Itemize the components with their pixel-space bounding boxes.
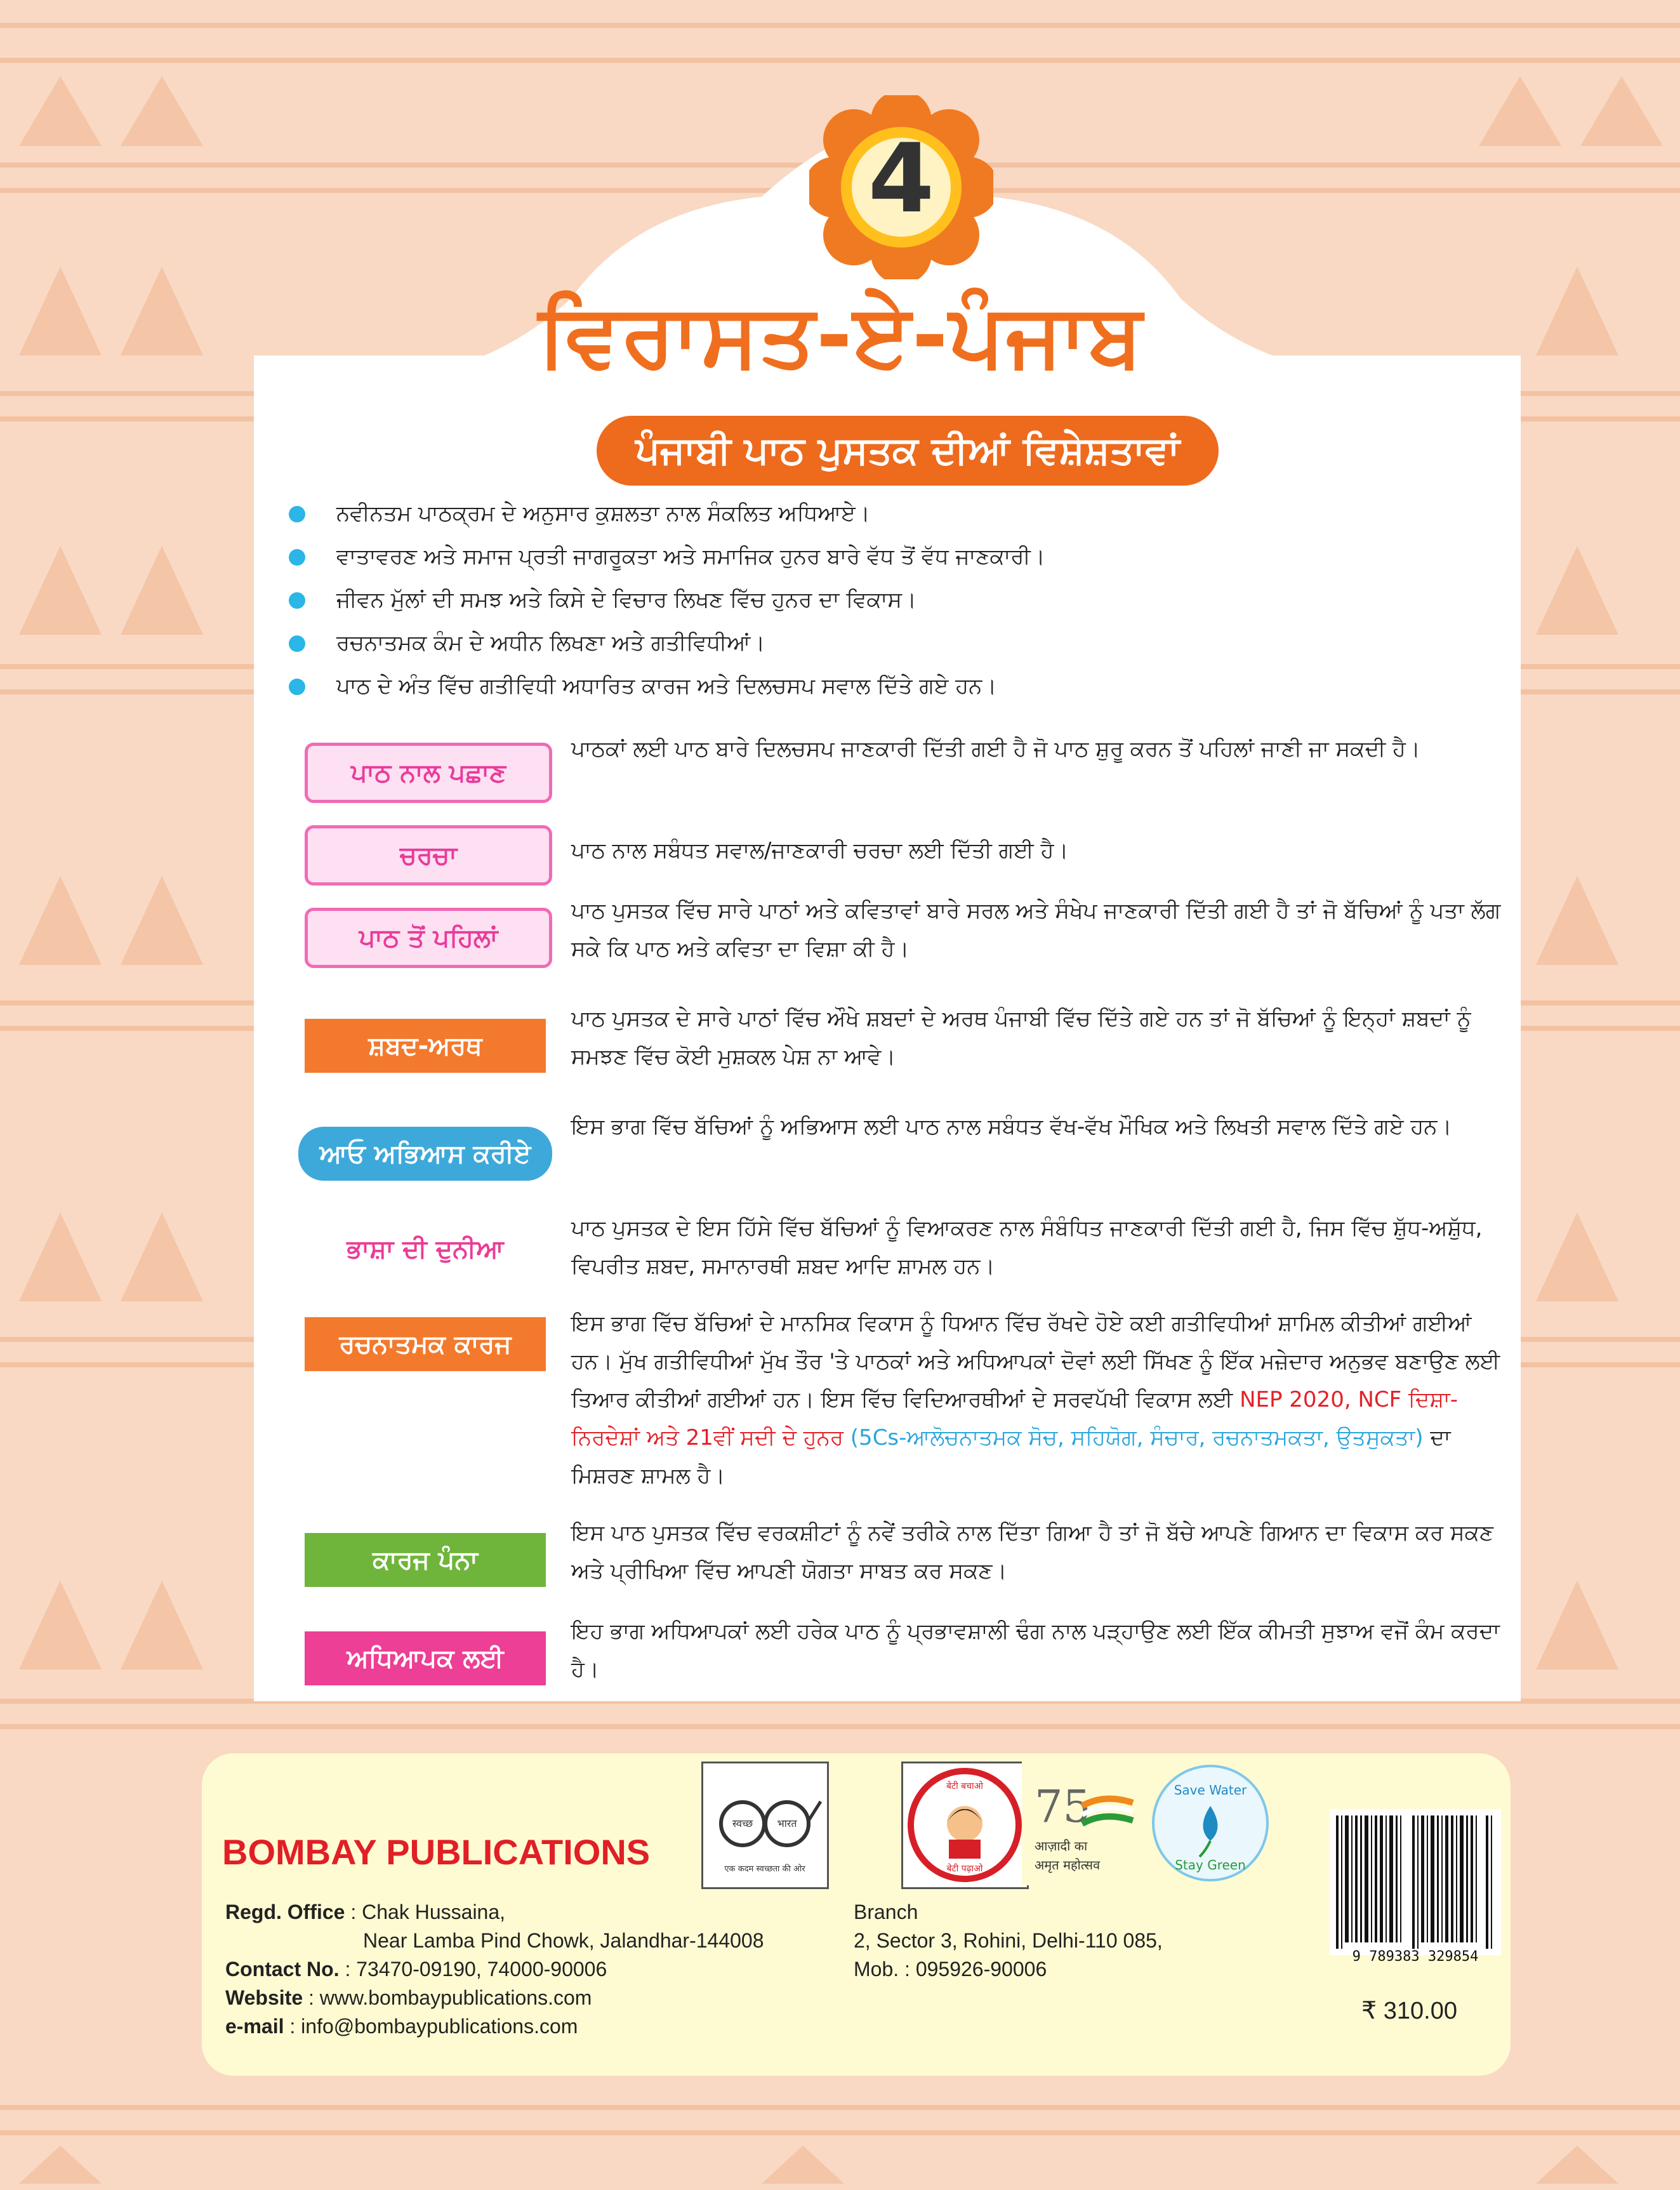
section-text: ਪਾਠ ਨਾਲ ਸਬੰਧਤ ਸਵਾਲ/ਜਾਣਕਾਰੀ ਚਰਚਾ ਲਈ ਦਿੱਤੀ ਗਈ ਹੈ। [571, 838, 1069, 863]
section-label: ਆਓ ਅਭਿਆਸ ਕਰੀਏ [298, 1127, 552, 1181]
section-path-ton-pahilan [279, 892, 1517, 981]
section-path-nal-pachhan [279, 730, 1517, 819]
section-label: ਚਰਚਾ [305, 825, 552, 886]
section-text: ਇਸ ਪਾਠ ਪੁਸਤਕ ਵਿੱਚ ਵਰਕਸ਼ੀਟਾਂ ਨੂੰ ਨਵੇਂ ਤਰੀਕੇ ਨਾਲ ਦਿੱਤਾ ਗਿਆ ਹੈ ਤਾਂ ਜੋ ਬੱਚੇ ਆਪਣੇ ਗਿਆਨ ਦਾ ਵਿਕਾਸ ਕਰ ਸਕਣ ਅਤੇ ਪ੍ਰੀਖਿਆ ਵਿੱਚ ਆਪਣੀ ਯੋਗਤਾ ਸਾਬਤ ਕਰ ਸਕਣ। [571, 1520, 1494, 1584]
bullet-icon [289, 635, 305, 652]
section-text: ਇਸ ਭਾਗ ਵਿੱਚ ਬੱਚਿਆਂ ਨੂੰ ਅਭਿਆਸ ਲਈ ਪਾਠ ਨਾਲ ਸਬੰਧਤ ਵੱਖ-ਵੱਖ ਮੌਖਿਕ ਅਤੇ ਲਿਖਤੀ ਸਵਾਲ ਦਿੱਤੇ ਗਏ ਹਨ। [571, 1114, 1452, 1139]
section-label: ਅਧਿਆਪਕ ਲਈ [305, 1631, 546, 1685]
swachh-bharat-logo [701, 1762, 829, 1889]
list-item: ਵਾਤਾਵਰਣ ਅਤੇ ਸਮਾਜ ਪ੍ਰਤੀ ਜਾਗਰੂਕਤਾ ਅਤੇ ਸਮਾਜਿਕ ਹੁਨਰ ਬਾਰੇ ਵੱਧ ਤੋਂ ਵੱਧ ਜਾਣਕਾਰੀ। [279, 535, 1485, 578]
section-label: ਸ਼ਬਦ-ਅਰਥ [305, 1019, 546, 1073]
section-aao-abhiaas [279, 1108, 1517, 1197]
svg-text:बेटी पढ़ाओ: बेटी पढ़ाओ [946, 1864, 983, 1874]
svg-text:भारत: भारत [777, 1817, 797, 1829]
section-label: ਭਾਸ਼ਾ ਦੀ ਦੁਨੀਆ [347, 1234, 504, 1264]
section-text: ਪਾਠ ਪੁਸਤਕ ਦੇ ਇਸ ਹਿੱਸੇ ਵਿੱਚ ਬੱਚਿਆਂ ਨੂੰ ਵਿਆਕਰਣ ਨਾਲ ਸੰਬੰਧਿਤ ਜਾਣਕਾਰੀ ਦਿੱਤੀ ਗਈ ਹੈ, ਜਿਸ ਵਿੱਚ ਸ਼ੁੱਧ-ਅਸ਼ੁੱਧ, ਵਿਪਰੀਤ ਸ਼ਬਦ, ਸਮਾਨਾਰਥੀ ਸ਼ਬਦ ਆਦਿ ਸ਼ਾਮਲ ਹਨ। [571, 1216, 1483, 1279]
list-item: ਰਚਨਾਤਮਕ ਕੰਮ ਦੇ ਅਧੀਨ ਲਿਖਣਾ ਅਤੇ ਗਤੀਵਿਧੀਆਂ। [279, 621, 1485, 665]
beti-bachao-logo [901, 1762, 1029, 1889]
section-rachnatmak-karaj [279, 1304, 1517, 1495]
section-bhasha-di-duniya [279, 1209, 1517, 1298]
section-label: ਰਚਨਾਤਮਕ ਕਾਰਜ [305, 1317, 546, 1371]
bullet-icon [289, 592, 305, 609]
list-item: ਜੀਵਨ ਮੁੱਲਾਂ ਦੀ ਸਮਝ ਅਤੇ ਕਿਸੇ ਦੇ ਵਿਚਾਰ ਲਿਖਣ ਵਿੱਚ ਹੁਨਰ ਦਾ ਵਿਕਾਸ। [279, 578, 1485, 621]
section-charcha [279, 825, 1517, 882]
svg-text:अमृत महोत्सव: अमृत महोत्सव [1035, 1857, 1101, 1873]
save-water-logo [1149, 1762, 1273, 1885]
branch-details: Branch 2, Sector 3, Rohini, Delhi-110 085, Mob. : 095926-90006 [854, 1901, 1163, 1981]
svg-text:आज़ादी का: आज़ादी का [1035, 1838, 1088, 1854]
book-number: 4 [868, 124, 935, 234]
svg-text:Stay Green: Stay Green [1175, 1857, 1246, 1873]
svg-text:स्वच्छ: स्वच्छ [732, 1817, 753, 1829]
svg-text:Save Water: Save Water [1174, 1782, 1247, 1798]
bullet-icon [289, 679, 305, 695]
bullet-icon [289, 549, 305, 566]
list-item: ਨਵੀਨਤਮ ਪਾਠਕ੍ਰਮ ਦੇ ਅਨੁਸਾਰ ਕੁਸ਼ਲਤਾ ਨਾਲ ਸੰਕਲਿਤ ਅਧਿਆਏ। [279, 492, 1485, 535]
section-label: ਪਾਠ ਨਾਲ ਪਛਾਣ [305, 743, 552, 803]
section-adhiapak-lai [279, 1612, 1517, 1701]
list-item: ਪਾਠ ਦੇ ਅੰਤ ਵਿੱਚ ਗਤੀਵਿਧੀ ਅਧਾਰਿਤ ਕਾਰਜ ਅਤੇ ਦਿਲਚਸਪ ਸਵਾਲ ਦਿੱਤੇ ਗਏ ਹਨ। [279, 665, 1485, 708]
section-text: ਇਹ ਭਾਗ ਅਧਿਆਪਕਾਂ ਲਈ ਹਰੇਕ ਪਾਠ ਨੂੰ ਪ੍ਰਭਾਵਸ਼ਾਲੀ ਢੰਗ ਨਾਲ ਪੜ੍ਹਾਉਣ ਲਈ ਇੱਕ ਕੀਮਤੀ ਸੁਝਾਅ ਵਜੋਂ ਕੰਮ ਕਰਦਾ ਹੈ। [571, 1619, 1500, 1682]
isbn-number: 9 789383 329854 [1352, 1949, 1479, 1965]
subtitle-banner: ਪੰਜਾਬੀ ਪਾਠ ਪੁਸਤਕ ਦੀਆਂ ਵਿਸ਼ੇਸ਼ਤਾਵਾਂ [597, 416, 1219, 486]
azadi-ka-amrit-logo [1022, 1762, 1146, 1885]
publisher-name: BOMBAY PUBLICATIONS [222, 1832, 651, 1872]
section-text: ਪਾਠ ਪੁਸਤਕ ਵਿੱਚ ਸਾਰੇ ਪਾਠਾਂ ਅਤੇ ਕਵਿਤਾਵਾਂ ਬਾਰੇ ਸਰਲ ਅਤੇ ਸੰਖੇਪ ਜਾਣਕਾਰੀ ਦਿੱਤੀ ਗਈ ਹੈ ਤਾਂ ਜੋ ਬੱਚਿਆਂ ਨੂੰ ਪਤਾ ਲੱਗ ਸਕੇ ਕਿ ਪਾਠ ਅਤੇ ਕਵਿਤਾ ਦਾ ਵਿਸ਼ਾ ਕੀ ਹੈ। [571, 898, 1501, 962]
book-title: ਵਿਰਾਸਤ-ਏ-ਪੰਜਾਬ [538, 286, 1144, 386]
price-label: ₹ 310.00 [1361, 1998, 1457, 2024]
bullet-icon [289, 506, 305, 522]
svg-text:बेटी बचाओ: बेटी बचाओ [946, 1781, 983, 1791]
section-text: ਪਾਠਕਾਂ ਲਈ ਪਾਠ ਬਾਰੇ ਦਿਲਚਸਪ ਜਾਣਕਾਰੀ ਦਿੱਤੀ ਗਈ ਹੈ ਜੋ ਪਾਠ ਸ਼ੁਰੂ ਕਰਨ ਤੋਂ ਪਹਿਲਾਂ ਜਾਣੀ ਜਾ ਸਕਦੀ ਹੈ। [571, 736, 1420, 762]
section-text: ਪਾਠ ਪੁਸਤਕ ਦੇ ਸਾਰੇ ਪਾਠਾਂ ਵਿੱਚ ਔਖੇ ਸ਼ਬਦਾਂ ਦੇ ਅਰਥ ਪੰਜਾਬੀ ਵਿੱਚ ਦਿੱਤੇ ਗਏ ਹਨ ਤਾਂ ਜੋ ਬੱਚਿਆਂ ਨੂੰ ਇਨ੍ਹਾਂ ਸ਼ਬਦਾਂ ਨੂੰ ਸਮਝਣ ਵਿੱਚ ਕੋਈ ਮੁਸ਼ਕਲ ਪੇਸ਼ ਨਾ ਆਵੇ। [571, 1006, 1471, 1070]
isbn-barcode [1330, 1809, 1501, 1955]
office-details: Regd. Office : Chak Hussaina, Near Lamba Pind Chowk, Jalandhar-144008 Contact No. : 73470-09190, 74000-90006 Website : www.bombaypublications.com e-mail : info@bombaypublications.com [225, 1901, 764, 2038]
section-shabad-arth [279, 1000, 1517, 1089]
section-karaj-panna [279, 1514, 1517, 1603]
features-list [279, 492, 1485, 708]
svg-text:एक कदम स्वच्छता की ओर: एक कदम स्वच्छता की ओर [724, 1864, 805, 1874]
section-label: ਪਾਠ ਤੋਂ ਪਹਿਲਾਂ [305, 908, 552, 968]
svg-text:75: 75 [1035, 1781, 1092, 1833]
section-label: ਕਾਰਜ ਪੰਨਾ [305, 1533, 546, 1587]
section-text: ਇਸ ਭਾਗ ਵਿੱਚ ਬੱਚਿਆਂ ਦੇ ਮਾਨਸਿਕ ਵਿਕਾਸ ਨੂੰ ਧਿਆਨ ਵਿੱਚ ਰੱਖਦੇ ਹੋਏ ਕਈ ਗਤੀਵਿਧੀਆਂ ਸ਼ਾਮਿਲ ਕੀਤੀਆਂ ਗਈਆਂ ਹਨ। ਮੁੱਖ ਗਤੀਵਿਧੀਆਂ ਮੁੱਖ ਤੌਰ 'ਤੇ ਪਾਠਕਾਂ ਅਤੇ ਅਧਿਆਪਕਾਂ ਦੋਵਾਂ ਲਈ ਸਿੱਖਣ ਨੂੰ ਇੱਕ ਮਜ਼ੇਦਾਰ ਅਨੁਭਵ ਬਣਾਉਣ ਲਈ ਤਿਆਰ ਕੀਤੀਆਂ ਗਈਆਂ ਹਨ। ਇਸ ਵਿੱਚ ਵਿਦਿਆਰਥੀਆਂ ਦੇ ਸਰਵਪੱਖੀ ਵਿਕਾਸ ਲਈ NEP 2020, NCF ਦਿਸ਼ਾ-ਨਿਰਦੇਸ਼ਾਂ ਅਤੇ 21ਵੀਂ ਸਦੀ ਦੇ ਹੁਨਰ (5Cs-ਆਲੋਚਨਾਤਮਕ ਸੋਚ, ਸਹਿਯੋਗ, ਸੰਚਾਰ, ਰਚਨਾਤਮਕਤਾ, ਉਤਸੁਕਤਾ) ਦਾ ਮਿਸ਼ਰਣ ਸ਼ਾਮਲ ਹੈ। [571, 1311, 1500, 1489]
